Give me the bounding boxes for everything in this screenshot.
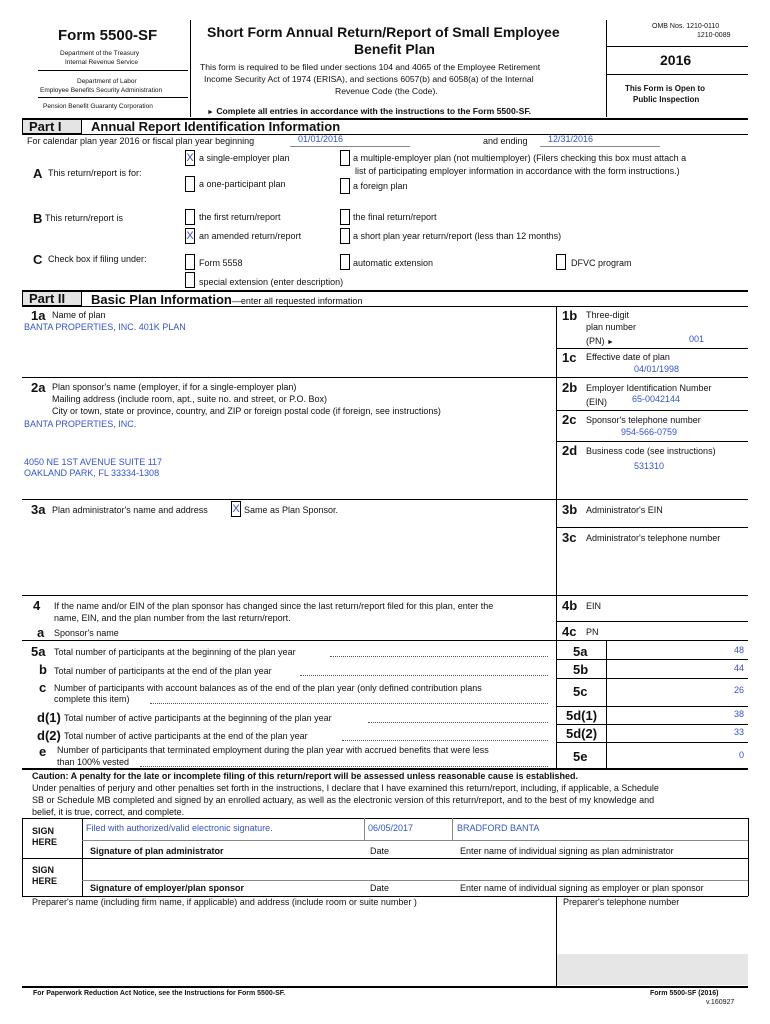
line-4a-letter: a (37, 625, 45, 640)
business-code-value[interactable]: 531310 (634, 461, 665, 471)
line-2c-number: 2c (562, 412, 577, 427)
sign-here-2-b: HERE (32, 876, 58, 886)
desc-line-3: Revenue Code (the Code). (335, 86, 438, 96)
sponsor-name-value[interactable]: BANTA PROPERTIES, INC. (24, 419, 137, 429)
line-4b-number: 4b (562, 598, 578, 613)
special-extension-checkbox[interactable] (185, 272, 195, 288)
calendar-label: For calendar plan year 2016 or fiscal plan year beginning (27, 136, 255, 146)
line-5e-text-1: Number of participants that terminated employment during the plan year with accrued benefits that were less (57, 745, 489, 755)
form-title: Form 5500-SF (58, 27, 158, 44)
effective-date-label: Effective date of plan (586, 352, 670, 362)
line-5b-number: 5b (573, 662, 589, 677)
line-5d1-text: Total number of active participants at the beginning of the plan year (64, 713, 332, 723)
item-a-letter: A (33, 166, 43, 181)
perjury-line-3: belief, it is true, correct, and complete. (32, 807, 185, 817)
sponsor-phone-label: Sponsor's telephone number (586, 415, 701, 425)
admin-name-label: Plan administrator's name and address (52, 505, 208, 515)
sign-here-2-a: SIGN (32, 865, 55, 875)
sign-here-1-a: SIGN (32, 826, 55, 836)
triangle-right-icon: ► (207, 109, 214, 116)
plan-name-value[interactable]: BANTA PROPERTIES, INC. 401K PLAN (24, 322, 186, 332)
dept-labor: Department of Labor (77, 78, 137, 85)
preparer-phone-label: Preparer's telephone number (563, 897, 680, 907)
line-5d2-number: 5d(2) (566, 726, 598, 741)
line-5a-text: Total number of participants at the beginning of the plan year (54, 647, 296, 657)
line-1c-number: 1c (562, 350, 577, 365)
foreign-plan-label: a foreign plan (353, 181, 408, 191)
line-5c-value[interactable]: 26 (733, 685, 744, 695)
line-5b-text: Total number of participants at the end of the plan year (54, 666, 272, 676)
main-title-1: Short Form Annual Return/Report of Small Employee (207, 24, 560, 40)
same-as-sponsor-label: Same as Plan Sponsor. (244, 505, 339, 515)
same-as-sponsor-checkbox[interactable]: X (232, 503, 240, 515)
multi-employer-label: a multiple-employer plan (not multiemployer) (Filers checking this box must attach a (353, 153, 687, 163)
ending-label: and ending (483, 136, 528, 146)
version-number: v.160927 (706, 999, 735, 1006)
ein-value[interactable]: 65-0042144 (632, 394, 681, 404)
caution-text: Caution: A penalty for the late or incomplete filing of this return/report will be assessed unless reasonable cause is established. (32, 771, 578, 781)
line-5c-letter: c (39, 680, 47, 695)
line-5a-number: 5a (573, 644, 588, 659)
admin-name-label: Enter name of individual signing as plan administrator (460, 846, 674, 856)
line-5d2-text: Total number of active participants at the end of the plan year (64, 731, 308, 741)
one-participant-checkbox[interactable] (185, 176, 195, 192)
main-title-2: Benefit Plan (354, 41, 435, 57)
line-5d1-number: 5d(1) (566, 708, 598, 723)
line-5b-value[interactable]: 44 (733, 663, 744, 673)
single-employer-label: a single-employer plan (199, 153, 290, 163)
omb-number-1: OMB Nos. 1210-0110 (652, 23, 720, 30)
line-4-number: 4 (33, 598, 41, 613)
dfvc-label: DFVC program (571, 258, 632, 268)
line-5d2-value[interactable]: 33 (733, 727, 744, 737)
pn-value[interactable]: 001 (689, 334, 705, 344)
omb-number-2: 1210-0089 (697, 32, 731, 39)
amended-return-label: an amended return/report (199, 231, 302, 241)
signature-date[interactable]: 06/05/2017 (368, 823, 414, 833)
short-plan-year-checkbox[interactable] (340, 228, 350, 244)
pbgc-label: Pension Benefit Guaranty Corporation (43, 103, 153, 110)
sig-employer-date-label: Date (370, 883, 390, 893)
dfvc-checkbox[interactable] (556, 254, 566, 270)
signer-name[interactable]: BRADFORD BANTA (457, 823, 540, 833)
line-2d-number: 2d (562, 443, 578, 458)
line-5a-letter: 5a (31, 644, 46, 659)
line-5e-value[interactable]: 0 (738, 750, 744, 760)
line-1b-number: 1b (562, 308, 578, 323)
pn-label-3: (PN) ► (586, 336, 614, 346)
line-1a-number: 1a (31, 308, 46, 323)
public-inspection-2: Public Inspection (633, 95, 700, 104)
preparer-phone-shade (557, 954, 748, 985)
multi-employer-label-2: list of participating employer information in accordance with the form instructions.) (355, 166, 680, 176)
irs-label: Internal Revenue Service (65, 59, 138, 66)
triangle-right-icon: ► (607, 339, 614, 346)
perjury-line-2: SB or Schedule MB completed and signed by an enrolled actuary, as well as the electronic version of this return/report, and to the best of my knowledge and (32, 795, 655, 805)
special-extension-label: special extension (enter description) (199, 277, 344, 287)
dept-treasury: Department of the Treasury (60, 50, 140, 57)
form-5558-checkbox[interactable] (185, 254, 195, 270)
item-c-letter: C (33, 252, 43, 267)
paperwork-notice: For Paperwork Reduction Act Notice, see the Instructions for Form 5500-SF. (33, 990, 286, 997)
sign-here-1-b: HERE (32, 837, 58, 847)
item-a-label: This return/report is for: (48, 168, 142, 178)
line-3b-number: 3b (562, 502, 578, 517)
line-3c-number: 3c (562, 530, 577, 545)
sponsor-name-label: Plan sponsor's name (employer, if for a single-employer plan) (52, 382, 297, 392)
line-5d1-letter: d(1) (37, 710, 61, 725)
one-participant-label: a one-participant plan (199, 179, 286, 189)
short-plan-year-label: a short plan year return/report (less than 12 months) (353, 231, 562, 241)
line-4-text-1: If the name and/or EIN of the plan sponsor has changed since the last return/report filed for this plan, enter the (54, 601, 494, 611)
preparer-label: Preparer's name (including firm name, if applicable) and address (include room or suite number ) (32, 897, 417, 907)
line-3a-number: 3a (31, 502, 46, 517)
sponsor-phone-value[interactable]: 954-566-0759 (621, 427, 678, 437)
form-id: Form 5500-SF (2016) (650, 990, 719, 997)
line-4b-text: EIN (586, 601, 602, 611)
line-5d1-value[interactable]: 38 (733, 709, 744, 719)
desc-line-2: Income Security Act of 1974 (ERISA), and sections 6057(b) and 6058(a) of the Internal (204, 74, 534, 84)
desc-line-1: This form is required to be filed under sections 104 and 4065 of the Employee Retirement (200, 62, 541, 72)
part-1-label: Part I (22, 119, 82, 134)
pn-label-2: plan number (586, 322, 637, 332)
line-4-text-2: name, EIN, and the plan number from the last return/report. (54, 613, 291, 623)
instructions-line: ► Complete all entries in accordance with the instructions to the Form 5500-SF. (207, 106, 532, 116)
line-4c-text: PN (586, 627, 599, 637)
line-5c-number: 5c (573, 684, 588, 699)
sig-employer-label: Signature of employer/plan sponsor (90, 883, 245, 893)
sig-admin-label: Signature of plan administrator (90, 846, 224, 856)
line-5d2-letter: d(2) (37, 728, 61, 743)
auto-extension-checkbox[interactable] (340, 254, 350, 270)
line-5b-letter: b (39, 662, 47, 677)
item-c-label: Check box if filing under: (48, 254, 147, 264)
multi-employer-checkbox[interactable] (340, 150, 350, 166)
public-inspection-1: This Form is Open to (625, 84, 706, 93)
business-code-label: Business code (see instructions) (586, 446, 716, 456)
line-4a-text: Sponsor's name (54, 628, 119, 638)
ein-label-1: Employer Identification Number (586, 383, 712, 393)
line-4c-number: 4c (562, 624, 577, 639)
final-return-checkbox[interactable] (340, 209, 350, 225)
part-1-title: Annual Report Identification Information (91, 119, 341, 134)
final-return-label: the final return/report (353, 212, 437, 222)
line-5e-text-2: than 100% vested (57, 757, 130, 767)
amended-return-checkbox[interactable]: X (186, 230, 194, 242)
auto-extension-label: automatic extension (353, 258, 434, 268)
admin-phone-label: Administrator's telephone number (586, 533, 721, 543)
begin-date[interactable]: 01/01/2016 (298, 134, 344, 144)
ebsa-label: Employee Benefits Security Administration (40, 87, 163, 94)
end-date[interactable]: 12/31/2016 (548, 134, 594, 144)
electronic-signature[interactable]: Filed with authorized/valid electronic signature. (86, 823, 273, 833)
line-5c-text-1: Number of participants with account balances as of the end of the plan year (only defined contribution plans (54, 683, 482, 693)
first-return-label: the first return/report (199, 212, 281, 222)
city-state-label: City or town, state or province, country, and ZIP or foreign postal code (if foreign, see instructions) (52, 406, 441, 416)
mailing-address-label: Mailing address (include room, apt., suite no. and street, or P.O. Box) (52, 394, 327, 404)
sig-admin-date-label: Date (370, 846, 390, 856)
item-b-label: This return/report is (45, 213, 124, 223)
form-year: 2016 (660, 52, 692, 68)
line-2a-number: 2a (31, 380, 46, 395)
foreign-plan-checkbox[interactable] (340, 178, 350, 194)
part-2-label: Part II (22, 291, 82, 306)
single-employer-checkbox[interactable]: X (186, 152, 194, 164)
admin-ein-label: Administrator's EIN (586, 505, 663, 515)
perjury-line-1: Under penalties of perjury and other penalties set forth in the instructions, I declare that I have examined this return/report, including, if applicable, a Schedule (32, 783, 659, 793)
line-5e-number: 5e (573, 749, 588, 764)
item-b-letter: B (33, 211, 43, 226)
line-5a-value[interactable]: 48 (733, 645, 744, 655)
form-5558-label: Form 5558 (199, 258, 243, 268)
first-return-checkbox[interactable] (185, 209, 195, 225)
pn-label-1: Three-digit (586, 310, 630, 320)
line-5e-letter: e (39, 744, 47, 759)
address-line-1[interactable]: 4050 NE 1ST AVENUE SUITE 117 (24, 457, 163, 467)
ein-label-2: (EIN) (586, 397, 607, 407)
line-2b-number: 2b (562, 380, 578, 395)
line-5c-text-2: complete this item) (54, 694, 130, 704)
part-2-heading: Basic Plan Information—enter all requested information (91, 292, 363, 307)
effective-date-value[interactable]: 04/01/1998 (634, 364, 680, 374)
employer-name-label: Enter name of individual signing as employer or plan sponsor (460, 883, 704, 893)
plan-name-label: Name of plan (52, 310, 106, 320)
address-line-2[interactable]: OAKLAND PARK, FL 33334-1308 (24, 468, 160, 478)
